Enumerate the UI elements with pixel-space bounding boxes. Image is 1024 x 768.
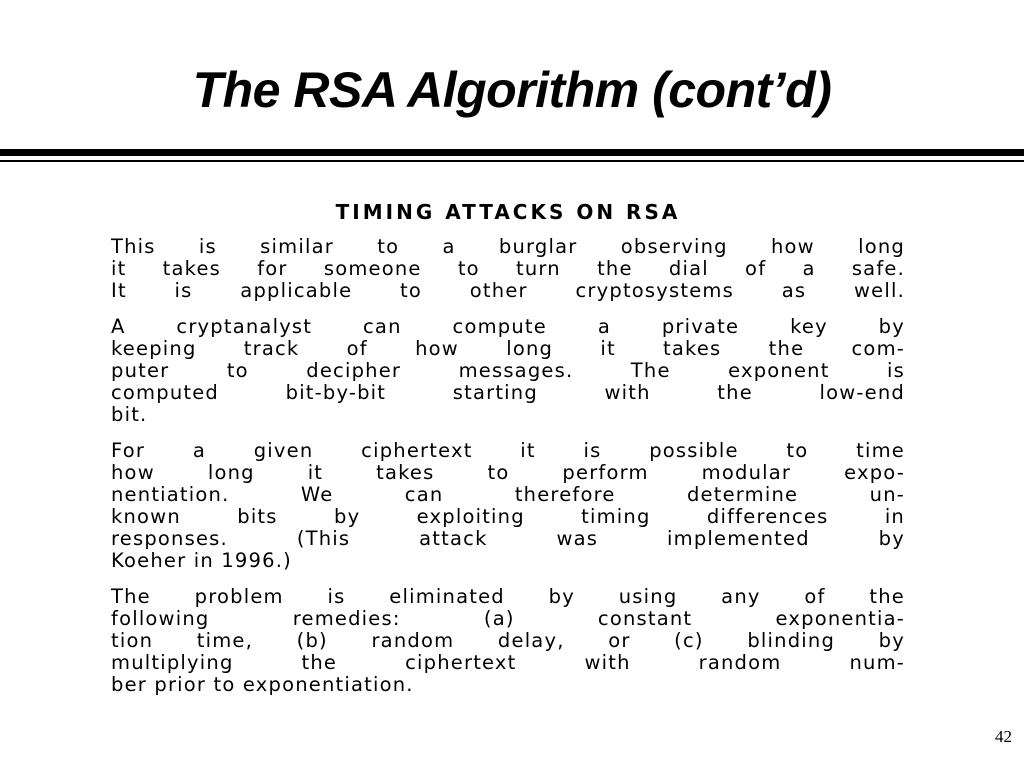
paragraph-line: tion time, (b) random delay, or (c) blinding by <box>111 629 905 652</box>
paragraph-line: This is similar to a burglar observing how long <box>111 235 905 258</box>
paragraph-line: it takes for someone to turn the dial of a safe. <box>111 257 905 280</box>
paragraph-line: A cryptanalyst can compute a private key by <box>111 315 905 338</box>
page-number: 42 <box>995 727 1012 746</box>
section-heading: TIMING ATTACKS ON RSA <box>335 200 681 224</box>
paragraph-2 <box>111 316 905 426</box>
paragraph-line: how long it takes to perform modular expo- <box>111 461 905 484</box>
paragraph-line: The problem is eliminated by using any of the <box>111 585 905 608</box>
paragraph-4 <box>111 586 905 696</box>
paragraph-line: known bits by exploiting timing differences in <box>111 505 905 528</box>
title-divider-thick <box>0 149 1024 156</box>
scanned-text-block <box>111 198 905 710</box>
paragraph-line: For a given ciphertext it is possible to time <box>111 439 905 462</box>
paragraph-line: bit. <box>111 403 148 426</box>
paragraph-line: ber prior to exponentiation. <box>111 673 414 696</box>
paragraph-line: multiplying the ciphertext with random num- <box>111 651 905 674</box>
paragraph-line: keeping track of how long it takes the com- <box>111 337 905 360</box>
paragraph-1 <box>111 236 905 302</box>
paragraph-3 <box>111 440 905 572</box>
paragraph-line: computed bit-by-bit starting with the low-end <box>111 381 905 404</box>
paragraph-line: following remedies: (a) constant exponentia- <box>111 607 905 630</box>
paragraph-line: Koeher in 1996.) <box>111 549 292 572</box>
paragraph-line: It is applicable to other cryptosystems as well. <box>111 279 905 302</box>
paragraph-line: puter to decipher messages. The exponent is <box>111 359 905 382</box>
slide-title: The RSA Algorithm (cont’d) <box>192 62 832 118</box>
paragraph-line: responses. (This attack was implemented by <box>111 527 905 550</box>
title-divider-thin <box>0 160 1024 162</box>
paragraph-line: nentiation. We can therefore determine un- <box>111 483 905 506</box>
